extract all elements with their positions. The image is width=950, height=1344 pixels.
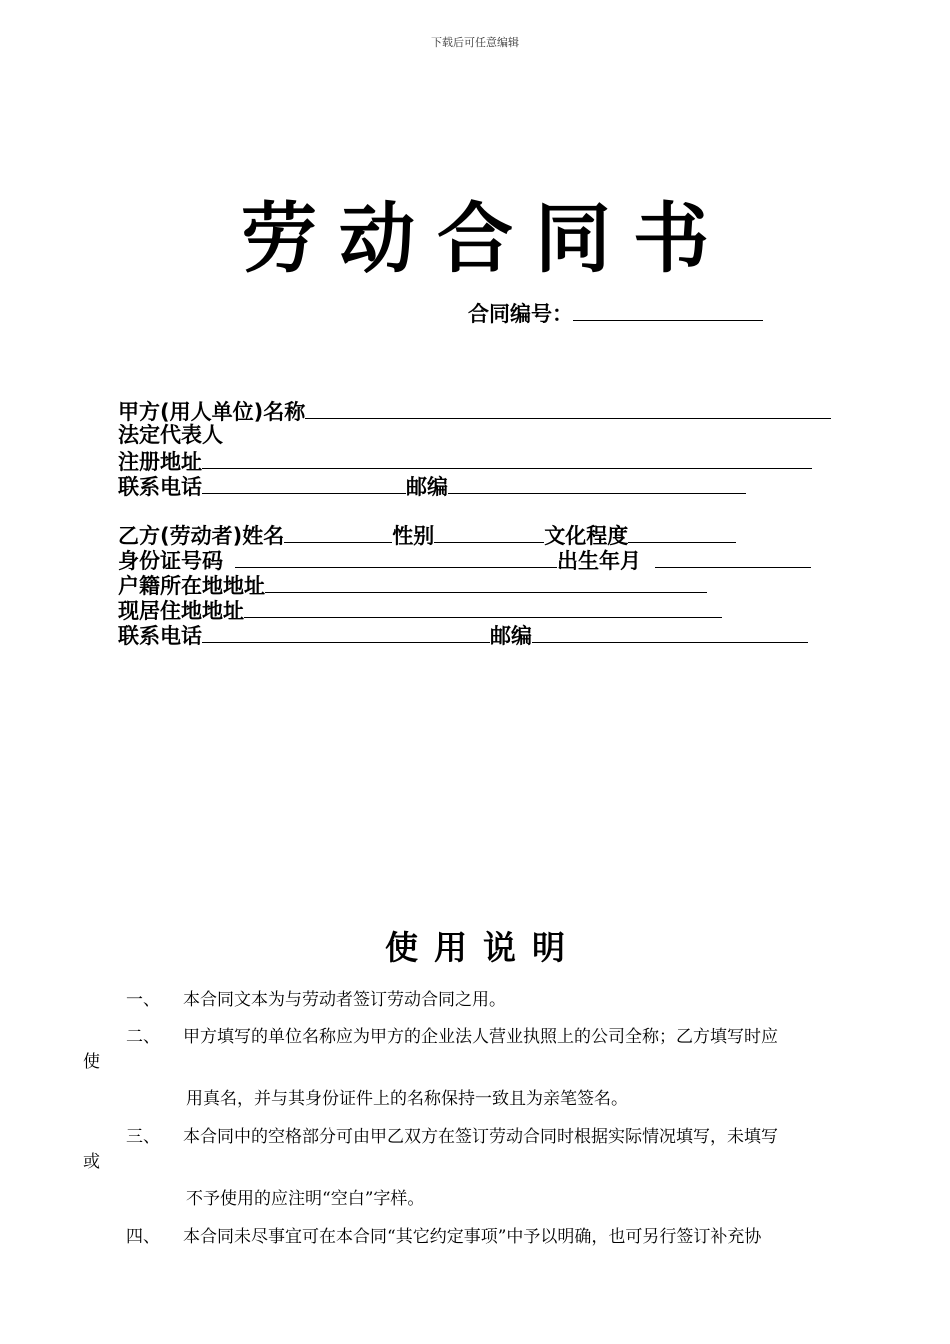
party-b-phone-row: [118, 622, 808, 649]
item-3-text-cont: 不予使用的应注明“空白”字样。: [186, 1189, 425, 1209]
id-blank[interactable]: [235, 547, 557, 568]
header-note: 下载后可任意编辑: [431, 36, 519, 49]
party-a-postcode-blank[interactable]: [448, 473, 746, 494]
item-1-text: 本合同文本为与劳动者签订劳动合同之用。: [183, 990, 506, 1010]
birth-blank[interactable]: [655, 547, 811, 568]
party-b-phone-label: 联系电话: [118, 624, 202, 648]
residence-label: 现居住地地址: [118, 599, 244, 623]
party-b-postcode-blank[interactable]: [532, 622, 808, 643]
item-2-wrap: 使: [83, 1052, 100, 1072]
party-a-name-label: 甲方(用人单位)名称: [118, 400, 306, 424]
party-a-name-row: [118, 398, 831, 425]
household-label: 户籍所在地地址: [118, 574, 265, 598]
party-b-name-label: 乙方(劳动者)姓名: [118, 524, 285, 548]
item-2-text: 甲方填写的单位名称应为甲方的企业法人营业执照上的公司全称；乙方填写时应: [183, 1027, 778, 1047]
party-a-postcode-label: 邮编: [406, 475, 448, 499]
party-b-name-blank[interactable]: [284, 522, 392, 543]
legal-rep-label: 法定代表人: [118, 423, 223, 447]
instructions-title: 使用说明: [385, 928, 581, 967]
residence-row: [118, 597, 722, 624]
party-b-phone-blank[interactable]: [202, 622, 490, 643]
household-row: [118, 572, 707, 599]
gender-blank[interactable]: [434, 522, 544, 543]
contract-number-blank[interactable]: [573, 300, 763, 321]
item-3-text: 本合同中的空格部分可由甲乙双方在签订劳动合同时根据实际情况填写，未填写: [183, 1127, 778, 1147]
party-a-phone-row: [118, 473, 746, 500]
residence-blank[interactable]: [244, 597, 722, 618]
party-a-address-blank[interactable]: [202, 448, 812, 469]
item-4-text: 本合同未尽事宜可在本合同“其它约定事项”中予以明确，也可另行签订补充协: [183, 1227, 762, 1247]
item-2-text-cont: 用真名，并与其身份证件上的名称保持一致且为亲笔签名。: [186, 1089, 628, 1109]
id-row: [118, 547, 811, 574]
party-a-address-row: [118, 448, 812, 475]
education-label: 文化程度: [544, 524, 629, 548]
id-label: 身份证号码: [118, 549, 223, 573]
document-title: 劳动合同书: [241, 194, 731, 283]
item-3-wrap: 或: [83, 1152, 100, 1172]
education-blank[interactable]: [628, 522, 736, 543]
contract-number-label: 合同编号：: [468, 302, 573, 326]
party-a-name-blank[interactable]: [305, 398, 831, 419]
contract-number-row: [468, 298, 763, 328]
item-2-number: 二、: [126, 1027, 160, 1047]
household-blank[interactable]: [265, 572, 707, 593]
item-4-number: 四、: [126, 1227, 160, 1247]
party-a-phone-blank[interactable]: [202, 473, 406, 494]
item-1-number: 一、: [126, 990, 160, 1010]
item-3-number: 三、: [126, 1127, 160, 1147]
birth-label: 出生年月: [557, 549, 641, 573]
party-a-address-label: 注册地址: [118, 450, 202, 474]
party-b-name-row: [118, 522, 736, 549]
party-a-phone-label: 联系电话: [118, 475, 202, 499]
legal-rep-row: [118, 423, 223, 448]
gender-label: 性别: [392, 524, 435, 548]
party-b-postcode-label: 邮编: [490, 624, 532, 648]
